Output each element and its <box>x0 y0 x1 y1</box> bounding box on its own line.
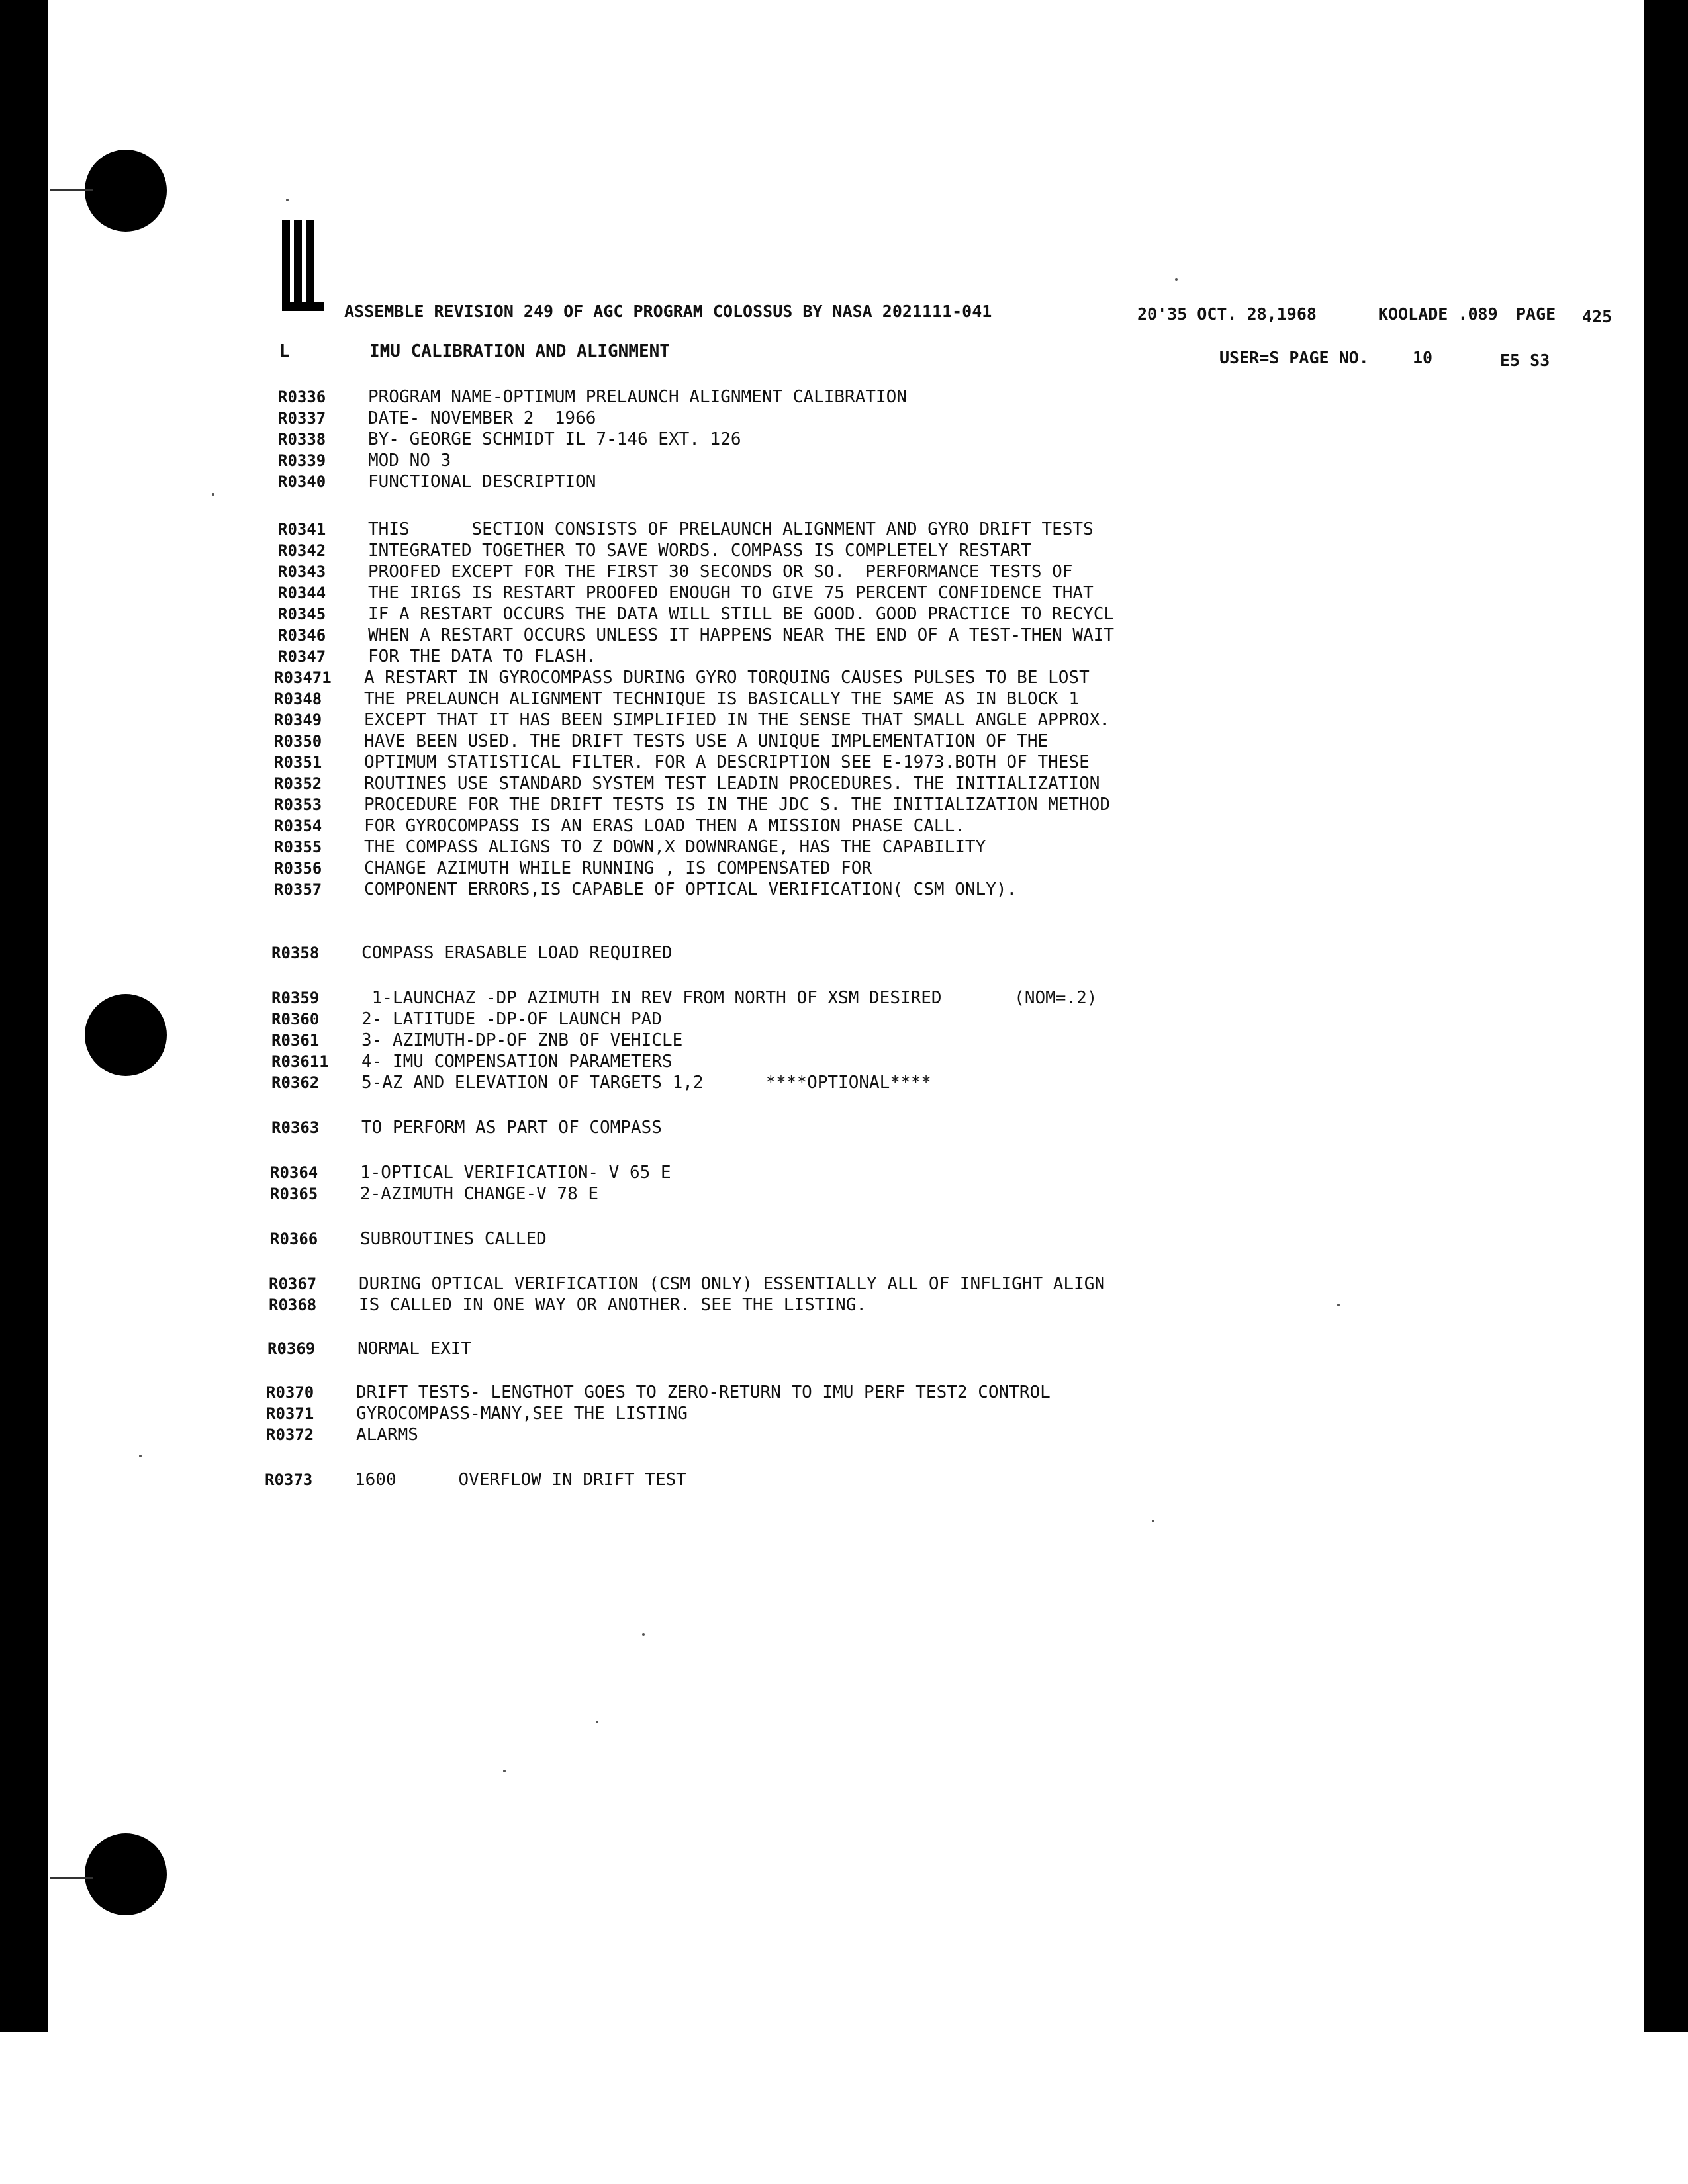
line-code: R0372 <box>266 1426 314 1444</box>
line-text: NORMAL EXIT <box>357 1339 472 1359</box>
line-code: R0350 <box>274 732 322 751</box>
line-text: COMPONENT ERRORS,IS CAPABLE OF OPTICAL VERIFICATION( CSM ONLY). <box>364 880 1017 899</box>
line-text: THE IRIGS IS RESTART PROOFED ENOUGH TO GIVE 75 PERCENT CONFIDENCE THAT <box>368 583 1094 603</box>
section-marker: L <box>279 341 290 361</box>
line-text: OPTIMUM STATISTICAL FILTER. FOR A DESCRIPTION SEE E-1973.BOTH OF THESE <box>364 752 1090 772</box>
line-code: R03611 <box>271 1052 329 1071</box>
line-text: THIS SECTION CONSISTS OF PRELAUNCH ALIGNMENT AND GYRO DRIFT TESTS <box>368 520 1094 539</box>
line-text: 1-OPTICAL VERIFICATION- V 65 E <box>360 1163 671 1183</box>
line-code: R0341 <box>278 520 326 539</box>
line-text: IF A RESTART OCCURS THE DATA WILL STILL BE GOOD. GOOD PRACTICE TO RECYCL <box>368 604 1115 624</box>
line-code: R0361 <box>271 1031 320 1050</box>
line-text: WHEN A RESTART OCCURS UNLESS IT HAPPENS NEAR THE END OF A TEST-THEN WAIT <box>368 625 1115 645</box>
line-code: R0359 <box>271 989 320 1007</box>
line-code: R0346 <box>278 626 326 645</box>
line-text: 2- LATITUDE -DP-OF LAUNCH PAD <box>361 1009 662 1029</box>
line-code: R0336 <box>278 388 326 406</box>
line-text: DATE- NOVEMBER 2 1966 <box>368 408 596 428</box>
line-code: R0365 <box>270 1185 318 1203</box>
line-text: 4- IMU COMPENSATION PARAMETERS <box>361 1052 673 1071</box>
scan-speck <box>139 1455 142 1457</box>
line-text: 1600 OVERFLOW IN DRIFT TEST <box>355 1470 686 1490</box>
scan-speck <box>503 1770 506 1772</box>
line-code: R0338 <box>278 430 326 449</box>
line-code: R0367 <box>269 1275 317 1293</box>
header-page-number: 425 <box>1582 307 1613 326</box>
punch-hole-tick-bottom <box>50 1877 93 1879</box>
line-code: R0373 <box>265 1471 313 1489</box>
line-code: R0343 <box>278 563 326 581</box>
scan-speck <box>642 1633 645 1636</box>
line-text: PROGRAM NAME-OPTIMUM PRELAUNCH ALIGNMENT CALIBRATION <box>368 387 907 407</box>
line-text: GYROCOMPASS-MANY,SEE THE LISTING <box>356 1404 688 1424</box>
line-code: R0352 <box>274 774 322 793</box>
line-text: DURING OPTICAL VERIFICATION (CSM ONLY) ESSENTIALLY ALL OF INFLIGHT ALIGN <box>359 1274 1105 1294</box>
line-text: PROCEDURE FOR THE DRIFT TESTS IS IN THE JDC S. THE INITIALIZATION METHOD <box>364 795 1111 815</box>
punch-hole-top <box>85 150 167 232</box>
line-text: ROUTINES USE STANDARD SYSTEM TEST LEADIN PROCEDURES. THE INITIALIZATION <box>364 774 1100 794</box>
header-page-label: PAGE <box>1516 304 1556 324</box>
scan-speck <box>1175 278 1178 281</box>
line-code: R0368 <box>269 1296 317 1314</box>
line-text: FUNCTIONAL DESCRIPTION <box>368 472 596 492</box>
line-text: COMPASS ERASABLE LOAD REQUIRED <box>361 943 673 963</box>
line-code: R0347 <box>278 647 326 666</box>
line-text: SUBROUTINES CALLED <box>360 1229 547 1249</box>
line-text: THE PRELAUNCH ALIGNMENT TECHNIQUE IS BASICALLY THE SAME AS IN BLOCK 1 <box>364 689 1080 709</box>
line-code: R0370 <box>266 1383 314 1402</box>
line-text: EXCEPT THAT IT HAS BEEN SIMPLIFIED IN THE SENSE THAT SMALL ANGLE APPROX. <box>364 710 1111 730</box>
line-code: R0339 <box>278 451 326 470</box>
line-code: R0342 <box>278 541 326 560</box>
scan-edge-left <box>0 0 48 2032</box>
scan-speck <box>596 1721 598 1723</box>
line-code: R0362 <box>271 1073 320 1092</box>
binder-mark-bars <box>282 220 324 304</box>
line-code: R0358 <box>271 944 320 962</box>
header-datetime: 20'35 OCT. 28,1968 <box>1137 304 1317 324</box>
line-code: R0340 <box>278 473 326 491</box>
line-text: PROOFED EXCEPT FOR THE FIRST 30 SECONDS OR SO. PERFORMANCE TESTS OF <box>368 562 1073 582</box>
line-text: DRIFT TESTS- LENGTHOT GOES TO ZERO-RETURN TO IMU PERF TEST2 CONTROL <box>356 1383 1051 1402</box>
line-text: 2-AZIMUTH CHANGE-V 78 E <box>360 1184 599 1204</box>
line-text: 1-LAUNCHAZ -DP AZIMUTH IN REV FROM NORTH OF XSM DESIRED (NOM=.2) <box>361 988 1098 1008</box>
section-title: IMU CALIBRATION AND ALIGNMENT <box>369 341 670 361</box>
line-code: R0356 <box>274 859 322 878</box>
line-text: BY- GEORGE SCHMIDT IL 7-146 EXT. 126 <box>368 430 741 449</box>
line-text: MOD NO 3 <box>368 451 451 471</box>
line-code: R0354 <box>274 817 322 835</box>
punch-hole-bottom <box>85 1833 167 1915</box>
scan-edge-right <box>1644 0 1688 2032</box>
line-code: R0369 <box>267 1340 316 1358</box>
line-code: R0345 <box>278 605 326 623</box>
line-text: ALARMS <box>356 1425 418 1445</box>
line-text: INTEGRATED TOGETHER TO SAVE WORDS. COMPASS IS COMPLETELY RESTART <box>368 541 1031 561</box>
scan-speck <box>212 493 214 496</box>
scan-speck <box>286 199 289 201</box>
line-text: THE COMPASS ALIGNS TO Z DOWN,X DOWNRANGE, HAS THE CAPABILITY <box>364 837 986 857</box>
line-text: TO PERFORM AS PART OF COMPASS <box>361 1118 662 1138</box>
line-code: R0355 <box>274 838 322 856</box>
line-code: R0360 <box>271 1010 320 1028</box>
line-text: IS CALLED IN ONE WAY OR ANOTHER. SEE THE LISTING. <box>359 1295 867 1315</box>
user-page-label: USER=S PAGE NO. <box>1219 348 1369 367</box>
line-text: HAVE BEEN USED. THE DRIFT TESTS USE A UNIQUE IMPLEMENTATION OF THE <box>364 731 1049 751</box>
line-text: 5-AZ AND ELEVATION OF TARGETS 1,2 ****OPTIONAL**** <box>361 1073 931 1093</box>
line-code: R0353 <box>274 796 322 814</box>
e-code: E5 S3 <box>1500 351 1550 370</box>
line-code: R0363 <box>271 1118 320 1137</box>
line-code: R0351 <box>274 753 322 772</box>
line-code: R0337 <box>278 409 326 428</box>
line-code: R03471 <box>274 668 332 687</box>
line-text: A RESTART IN GYROCOMPASS DURING GYRO TORQUING CAUSES PULSES TO BE LOST <box>364 668 1090 688</box>
line-code: R0364 <box>270 1163 318 1182</box>
header-koolade: KOOLADE .089 <box>1378 304 1498 324</box>
line-code: R0344 <box>278 584 326 602</box>
line-text: 3- AZIMUTH-DP-OF ZNB OF VEHICLE <box>361 1030 683 1050</box>
assemble-header: ASSEMBLE REVISION 249 OF AGC PROGRAM COLOSSUS BY NASA 2021111-041 <box>344 302 992 321</box>
user-page-number: 10 <box>1413 348 1433 367</box>
punch-hole-tick-top <box>50 189 93 191</box>
scan-speck <box>1152 1520 1154 1522</box>
line-text: FOR GYROCOMPASS IS AN ERAS LOAD THEN A MISSION PHASE CALL. <box>364 816 965 836</box>
line-code: R0371 <box>266 1404 314 1423</box>
punch-hole-middle <box>85 994 167 1076</box>
line-text: FOR THE DATA TO FLASH. <box>368 647 596 666</box>
scan-speck <box>1337 1304 1340 1306</box>
line-code: R0348 <box>274 690 322 708</box>
line-code: R0349 <box>274 711 322 729</box>
line-text: CHANGE AZIMUTH WHILE RUNNING , IS COMPENSATED FOR <box>364 858 872 878</box>
line-code: R0357 <box>274 880 322 899</box>
line-code: R0366 <box>270 1230 318 1248</box>
